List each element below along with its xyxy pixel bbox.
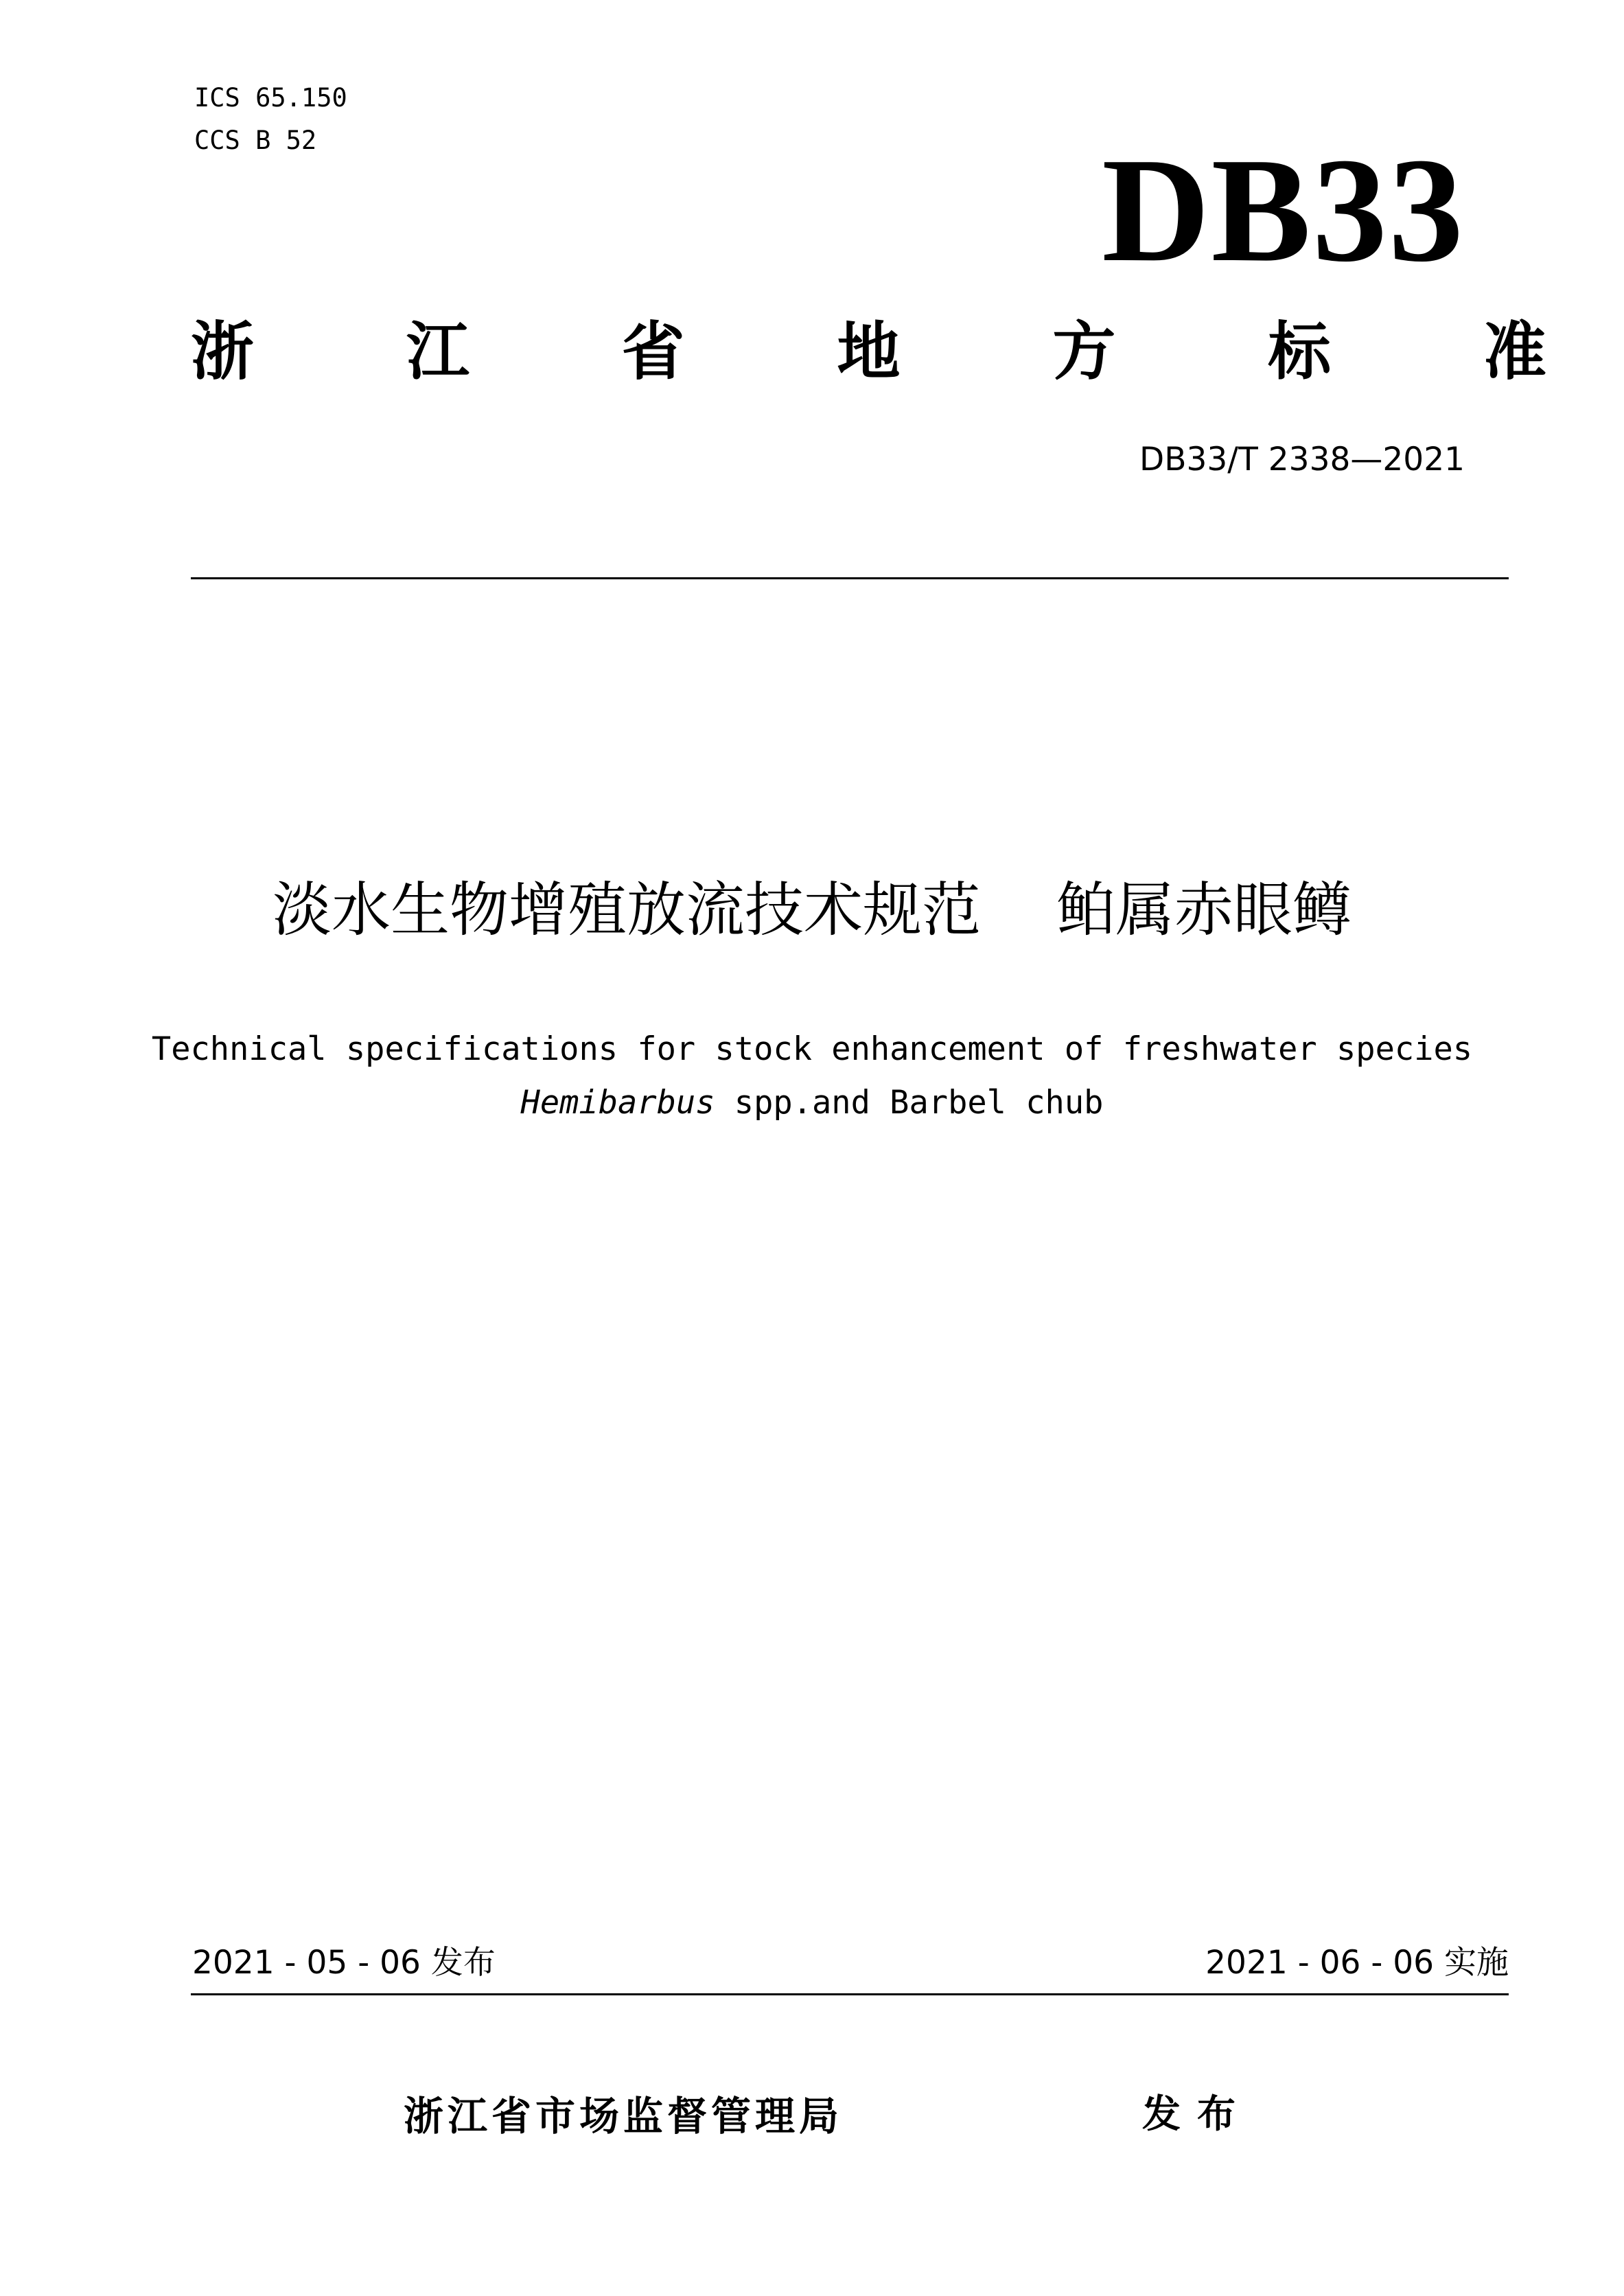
publish-date: 2021 - 05 - 06 发布	[192, 1944, 496, 1982]
standard-type-char: 标	[1268, 315, 1332, 389]
chinese-title-species: 鲌属赤眼鳟	[1056, 876, 1352, 944]
db33-logo: DB33	[1102, 128, 1465, 293]
ccs-code: CCS B 52	[194, 126, 317, 155]
english-title-line-1: Technical specifications for stock enhancement of freshwater species	[151, 1030, 1473, 1068]
genus-name: Hemibarbus	[520, 1084, 715, 1122]
chinese-title	[0, 876, 1624, 944]
issuing-authority: 浙江省市场监督管理局	[404, 2093, 844, 2140]
standard-type-char: 方	[1052, 315, 1116, 389]
issuing-action: 发布	[1142, 2092, 1252, 2137]
standard-type-char: 省	[621, 315, 685, 389]
chinese-title-main: 淡水生物增殖放流技术规范	[272, 876, 981, 944]
standard-type-char: 准	[1483, 315, 1546, 389]
implementation-date: 2021 - 06 - 06 实施	[1205, 1944, 1509, 1982]
standard-type-char: 地	[837, 315, 901, 389]
english-title-line-2	[0, 1076, 1624, 1130]
footer-divider	[191, 1993, 1509, 1995]
standard-number: DB33/T 2338—2021	[1139, 441, 1465, 478]
ics-code: ICS 65.150	[194, 83, 347, 113]
english-title-line-2-rest: spp.and Barbel chub	[715, 1084, 1104, 1122]
standard-type-char: 江	[406, 315, 469, 389]
header-divider	[191, 577, 1509, 579]
standard-type-char: 浙	[191, 315, 255, 389]
standard-type-heading	[191, 314, 1546, 390]
english-title	[0, 1023, 1624, 1130]
